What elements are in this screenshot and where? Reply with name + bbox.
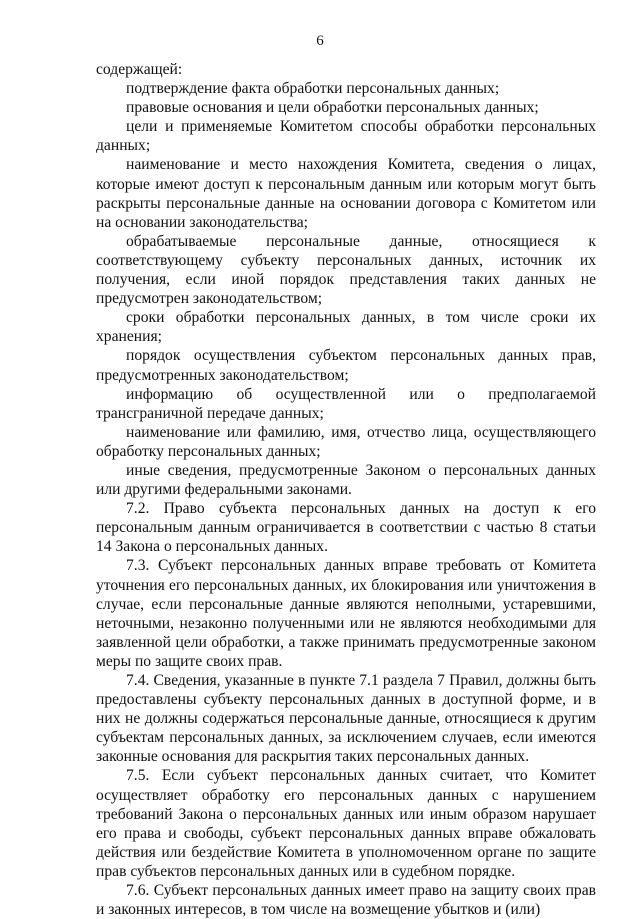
list-item: порядок осуществления субъектом персональных данных прав, предусмотренных законодательством;	[96, 347, 596, 384]
document-body	[96, 60, 596, 919]
list-item: подтверждение факта обработки персональных данных;	[126, 80, 500, 98]
clause-7-6: 7.6. Субъект персональных данных имеет право на защиту своих прав и законных интересов, в том числе на возмещение убытков и (или)	[96, 882, 596, 919]
list-item: информацию об осуществленной или о предполагаемой трансграничной передаче данных;	[96, 385, 596, 422]
clause-7-2: 7.2. Право субъекта персональных данных на доступ к его персональным данным ограничивается в соответствии с частью 8 статьи 14 Закона о персональных данных.	[96, 500, 596, 556]
clause-7-3: 7.3. Субъект персональных данных вправе требовать от Комитета уточнения его персональных данных, их блокирования или уничтожения в случае, если персональные данные являются неполными, устаревшими, неточными, незаконно полученными или не являются необходимыми для заявленной цели обработки, а также принимать предусмотренные законом меры по защите своих прав.	[96, 557, 596, 670]
list-item: цели и применяемые Комитетом способы обработки персональных данных;	[96, 118, 596, 155]
list-item: иные сведения, предусмотренные Законом о персональных данных или другими федеральными законами.	[96, 461, 596, 499]
list-item: обрабатываемые персональные данные, относящиеся к соответствующему субъекту персональных данных, источник их получения, если иной порядок представления таких данных не предусмотрен законодательством;	[96, 232, 596, 308]
list-item: сроки обработки персональных данных, в том числе сроки их хранения;	[96, 309, 596, 346]
clause-7-5: 7.5. Если субъект персональных данных считает, что Комитет осуществляет обработку его персональных данных с нарушением требований Закона о персональных данных или иным образом нарушает его права и свободы, субъект персональных данных вправе обжаловать действия или бездействие Комитета в уполномоченном органе по защите прав субъектов персональных данных или в судебном порядке.	[96, 767, 596, 880]
list-item: наименование и место нахождения Комитета, сведения о лицах, которые имеют доступ к персональным данным или которым могут быть раскрыты персональные данные на основании договора с Комитетом или на основании законодательства;	[96, 156, 596, 231]
list-item: наименование или фамилию, имя, отчество лица, осуществляющего обработку персональных данных;	[96, 423, 596, 460]
page-number: 6	[316, 33, 324, 49]
paragraph: содержащей:	[96, 61, 183, 78]
clause-7-4: 7.4. Сведения, указанные в пункте 7.1 раздела 7 Правил, должны быть предоставлены субъекту персональных данных в доступной форме, и в них не должны содержаться персональные данные, относящиеся к другим субъектам персональных данных, за исключением случаев, если имеются законные основания для раскрытия таких персональных данных.	[96, 672, 596, 766]
list-item: правовые основания и цели обработки персональных данных;	[126, 99, 539, 117]
